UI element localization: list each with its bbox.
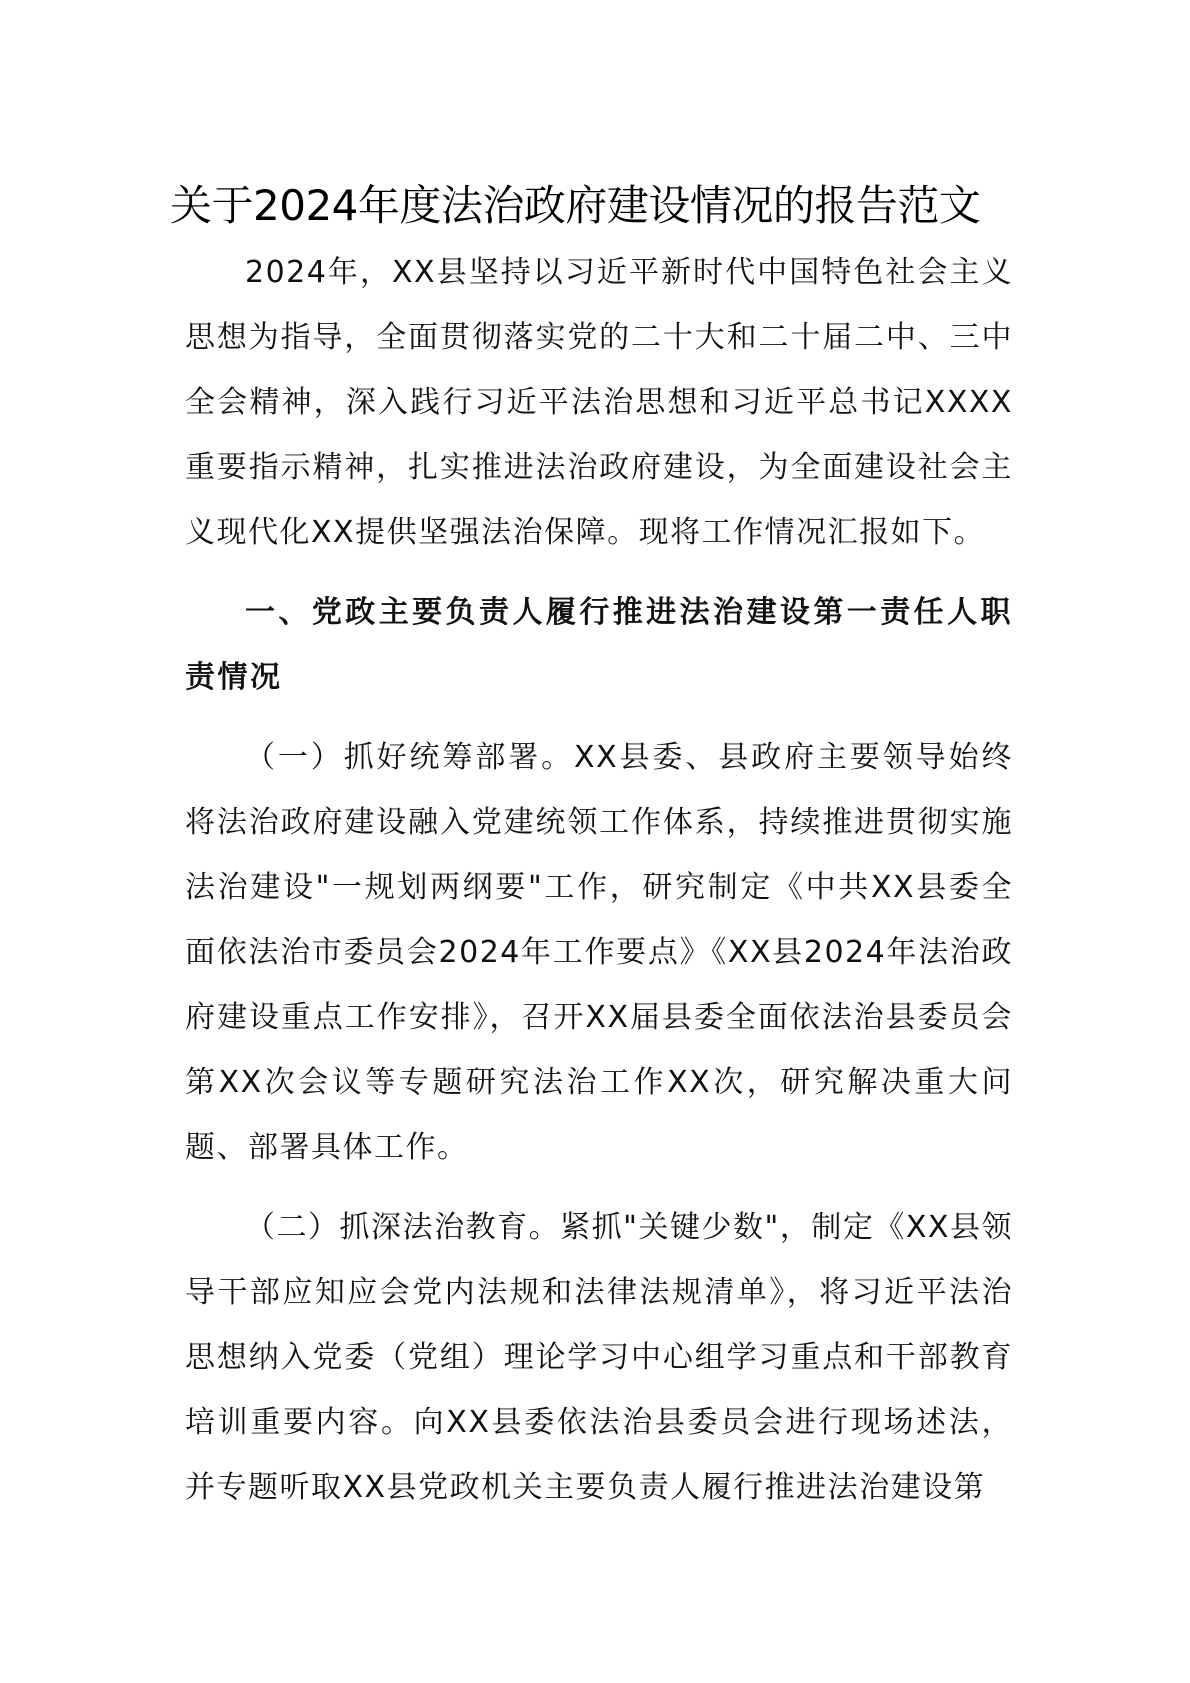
document-title: 关于2024年度法治政府建设情况的报告范文 [170,181,981,230]
document-body [185,240,1013,1535]
paragraph-planning: （一）抓好统筹部署。XX县委、县政府主要领导始终将法治政府建设融入党建统领工作体系，持续推进贯彻实施法治建设"一规划两纲要"工作，研究制定《中共XX县委全面依法治市委员会2024年工作要点》《XX县2024年法治政府建设重点工作安排》，召开XX届县委全面依法治县委员会第XX次会议等专题研究法治工作XX次，研究解决重大问题、部署具体工作。 [185,740,1013,1165]
section-heading-1: 一、党政主要负责人履行推进法治建设第一责任人职责情况 [185,595,1013,695]
paragraph-education: （二）抓深法治教育。紧抓"关键少数"，制定《XX县领导干部应知应会党内法规和法律法规清单》，将习近平法治思想纳入党委（党组）理论学习中心组学习重点和干部教育培训重要内容。向XX县委依法治县委员会进行现场述法，并专题听取XX县党政机关主要负责人履行推进法治建设第 [185,1210,1013,1505]
intro-paragraph: 2024年，XX县坚持以习近平新时代中国特色社会主义思想为指导，全面贯彻落实党的二十大和二十届二中、三中全会精神，深入践行习近平法治思想和习近平总书记XXXX重要指示精神，扎实推进法治政府建设，为全面建设社会主义现代化XX提供坚强法治保障。现将工作情况汇报如下。 [185,255,1013,550]
